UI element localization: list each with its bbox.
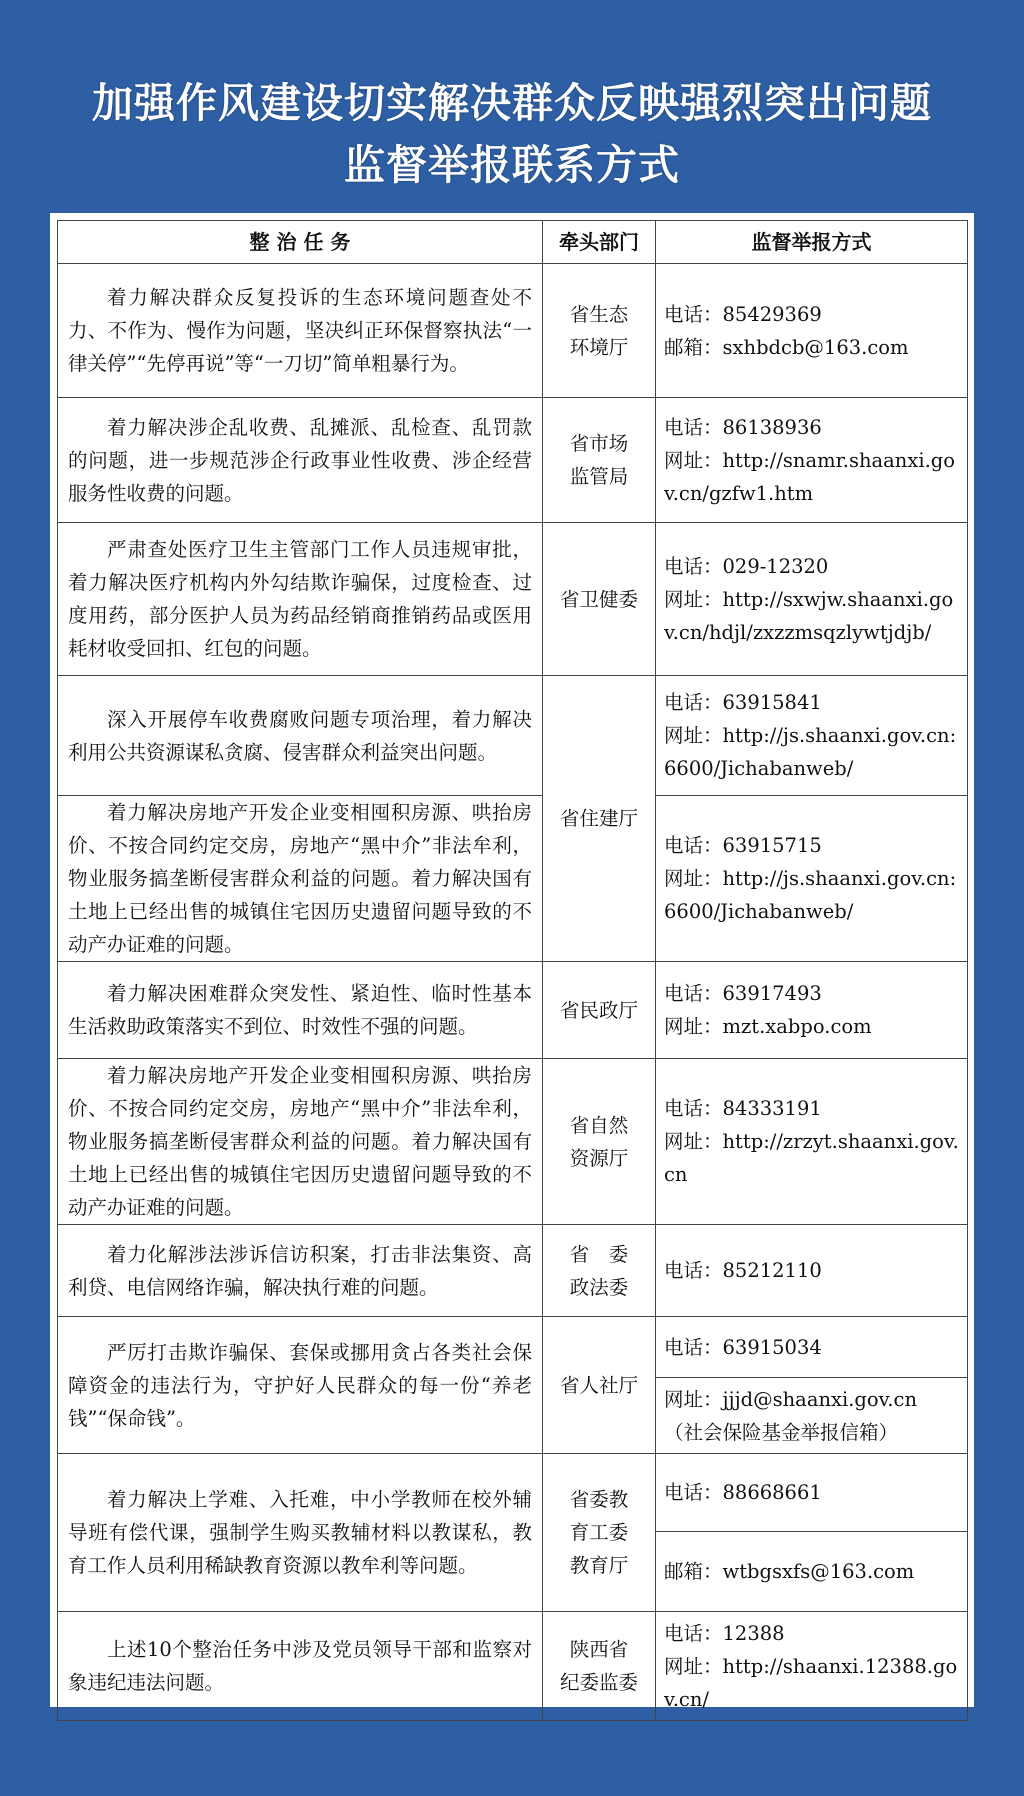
dept-name: 省市场: [569, 432, 629, 455]
table-row: [58, 1612, 968, 1721]
website-link[interactable]: 网址：http://sxwjw.shaanxi.gov.cn/hdjl/zxzzmsqzlywtjdjb/: [664, 587, 954, 644]
dept-cell: [543, 398, 656, 523]
dept-cell: [543, 1612, 656, 1721]
phone-text: 电话：85429369: [664, 302, 822, 326]
table-row: [58, 962, 968, 1059]
website-link[interactable]: 网址：http://zrzyt.shaanxi.gov.cn: [664, 1130, 959, 1186]
phone-text: 电话：029-12320: [664, 554, 829, 578]
table-row: [58, 796, 968, 962]
dept-name: 省卫健委: [559, 587, 638, 611]
title-line-2: 监督举报联系方式: [344, 141, 680, 189]
contact-note: （社会保险基金举报信箱）: [664, 1420, 899, 1444]
contact-table: [57, 220, 968, 1721]
dept-cell: [543, 1059, 656, 1225]
email-link[interactable]: 邮箱：wtbgsxfs@163.com: [664, 1560, 915, 1583]
dept-name: 省自然: [569, 1113, 629, 1137]
phone-text: 电话：84333191: [664, 1097, 822, 1120]
phone-text: 电话：88668661: [664, 1481, 822, 1504]
dept-name: 省民政厅: [559, 998, 638, 1022]
phone-text: 电话：63915841: [664, 691, 822, 714]
contact-cell: [656, 398, 968, 523]
dept-name: 监管局: [569, 465, 629, 488]
task-text: 着力解决房地产开发企业变相囤积房源、哄抬房价、不按合同约定交房，房地产“黑中介”非法牟利，物业服务搞垄断侵害群众利益的问题。着力解决国有土地上已经出售的城镇住宅因历史遗留问题导致的不动产办证难的问题。: [68, 801, 532, 956]
table-row: [58, 264, 968, 398]
website-link[interactable]: 网址：mzt.xabpo.com: [664, 1015, 872, 1038]
phone-text: 电话：12388: [664, 1621, 785, 1645]
task-cell: [58, 676, 543, 796]
dept-name: 陕西省: [569, 1638, 629, 1661]
header-contact: 监督举报方式: [656, 221, 968, 264]
task-cell: [58, 1454, 543, 1612]
website-link[interactable]: 网址：http://shaanxi.12388.gov.cn/: [664, 1654, 958, 1711]
task-cell: [58, 1612, 543, 1721]
dept-cell: [543, 264, 656, 398]
dept-cell: [543, 523, 656, 676]
page-title: [0, 72, 1024, 196]
task-cell: [58, 1225, 543, 1317]
website-link[interactable]: 网址：http://snamr.shaanxi.gov.cn/gzfw1.htm: [664, 448, 956, 505]
task-text: 着力解决涉企乱收费、乱摊派、乱检查、乱罚款的问题，进一步规范涉企行政事业性收费、涉企经营服务性收费的问题。: [68, 415, 532, 505]
dept-cell: [543, 1454, 656, 1612]
table-row: [58, 1225, 968, 1317]
task-text: 深入开展停车收费腐败问题专项治理，着力解决利用公共资源谋私贪腐、侵害群众利益突出问题。: [68, 707, 532, 764]
task-cell: [58, 264, 543, 398]
table-row: [58, 398, 968, 523]
contact-cell: [656, 1317, 968, 1378]
dept-name: 资源厅: [569, 1146, 629, 1170]
task-cell: [58, 1059, 543, 1225]
contact-cell: [656, 796, 968, 962]
dept-name: 政法委: [569, 1275, 629, 1299]
task-cell: [58, 398, 543, 523]
contact-cell: [656, 1059, 968, 1225]
contact-cell: [656, 1612, 968, 1721]
website-link[interactable]: 网址：http://js.shaanxi.gov.cn:6600/Jichabanweb/: [664, 724, 957, 780]
contact-cell: [656, 676, 968, 796]
table-row: [58, 676, 968, 796]
dept-name: 育工委: [569, 1521, 629, 1544]
task-text: 严肃查处医疗卫生主管部门工作人员违规审批，着力解决医疗机构内外勾结欺诈骗保，过度检查、过度用药，部分医护人员为药品经销商推销药品或医用耗材收受回扣、红包的问题。: [68, 538, 532, 660]
task-cell: [58, 796, 543, 962]
contact-cell: [656, 264, 968, 398]
dept-cell: [543, 1317, 656, 1454]
contact-cell: [656, 523, 968, 676]
header-task: 整 治 任 务: [58, 221, 543, 264]
contact-cell: [656, 1454, 968, 1532]
task-text: 着力解决困难群众突发性、紧迫性、临时性基本生活救助政策落实不到位、时效性不强的问题。: [68, 982, 532, 1038]
phone-text: 电话：85212110: [664, 1259, 822, 1282]
dept-name: 教育厅: [569, 1554, 629, 1577]
contact-cell: [656, 1225, 968, 1317]
title-line-1: 加强作风建设切实解决群众反映强烈突出问题: [92, 79, 932, 127]
table-row: [58, 1454, 968, 1532]
table-header-row: [58, 221, 968, 264]
table-row: [58, 523, 968, 676]
dept-name: 环境厅: [569, 335, 629, 359]
task-text: 着力解决上学难、入托难，中小学教师在校外辅导班有偿代课，强制学生购买教辅材料以教谋私，教育工作人员利用稀缺教育资源以教牟利等问题。: [68, 1488, 532, 1577]
task-text: 着力解决房地产开发企业变相囤积房源、哄抬房价、不按合同约定交房，房地产“黑中介”非法牟利，物业服务搞垄断侵害群众利益的问题。着力解决国有土地上已经出售的城镇住宅因历史遗留问题导致的不动产办证难的问题。: [68, 1064, 532, 1219]
email-link[interactable]: 网址：jjjd@shaanxi.gov.cn: [664, 1387, 918, 1411]
task-cell: [58, 962, 543, 1059]
task-text: 着力解决群众反复投诉的生态环境问题查处不力、不作为、慢作为问题，坚决纠正环保督察执法“一律关停”“先停再说”等“一刀切”简单粗暴行为。: [68, 286, 532, 375]
phone-text: 电话：63915034: [664, 1335, 822, 1359]
header-dept: 牵头部门: [543, 221, 656, 264]
phone-text: 电话：86138936: [664, 415, 822, 439]
dept-cell: [543, 676, 656, 962]
report-sheet: [50, 213, 974, 1711]
dept-cell: [543, 962, 656, 1059]
task-cell: [58, 523, 543, 676]
dept-name: 省委教: [569, 1488, 629, 1511]
contact-cell: [656, 1378, 968, 1454]
dept-cell: [543, 1225, 656, 1317]
dept-name: 省生态: [569, 302, 629, 326]
phone-text: 电话：63915715: [664, 834, 822, 857]
contact-cell: [656, 1532, 968, 1612]
table-row: [58, 1059, 968, 1225]
dept-name: 省 委: [569, 1242, 629, 1266]
contact-cell: [656, 962, 968, 1059]
email-link[interactable]: 邮箱：sxhbdcb@163.com: [664, 335, 909, 359]
phone-text: 电话：63917493: [664, 982, 822, 1005]
website-link[interactable]: 网址：http://js.shaanxi.gov.cn:6600/Jichabanweb/: [664, 867, 957, 923]
dept-name: 纪委监委: [559, 1671, 638, 1694]
task-text: 着力化解涉法涉诉信访积案，打击非法集资、高利贷、电信网络诈骗，解决执行难的问题。: [68, 1242, 532, 1299]
task-text: 严厉打击欺诈骗保、套保或挪用贪占各类社会保障资金的违法行为，守护好人民群众的每一份“养老钱”“保命钱”。: [68, 1340, 532, 1430]
task-text: 上述10个整治任务中涉及党员领导干部和监察对象违纪违法问题。: [68, 1638, 532, 1694]
table-row: [58, 1317, 968, 1378]
dept-name: 省人社厅: [559, 1373, 638, 1397]
task-cell: [58, 1317, 543, 1454]
dept-name: 省住建厅: [559, 807, 638, 830]
